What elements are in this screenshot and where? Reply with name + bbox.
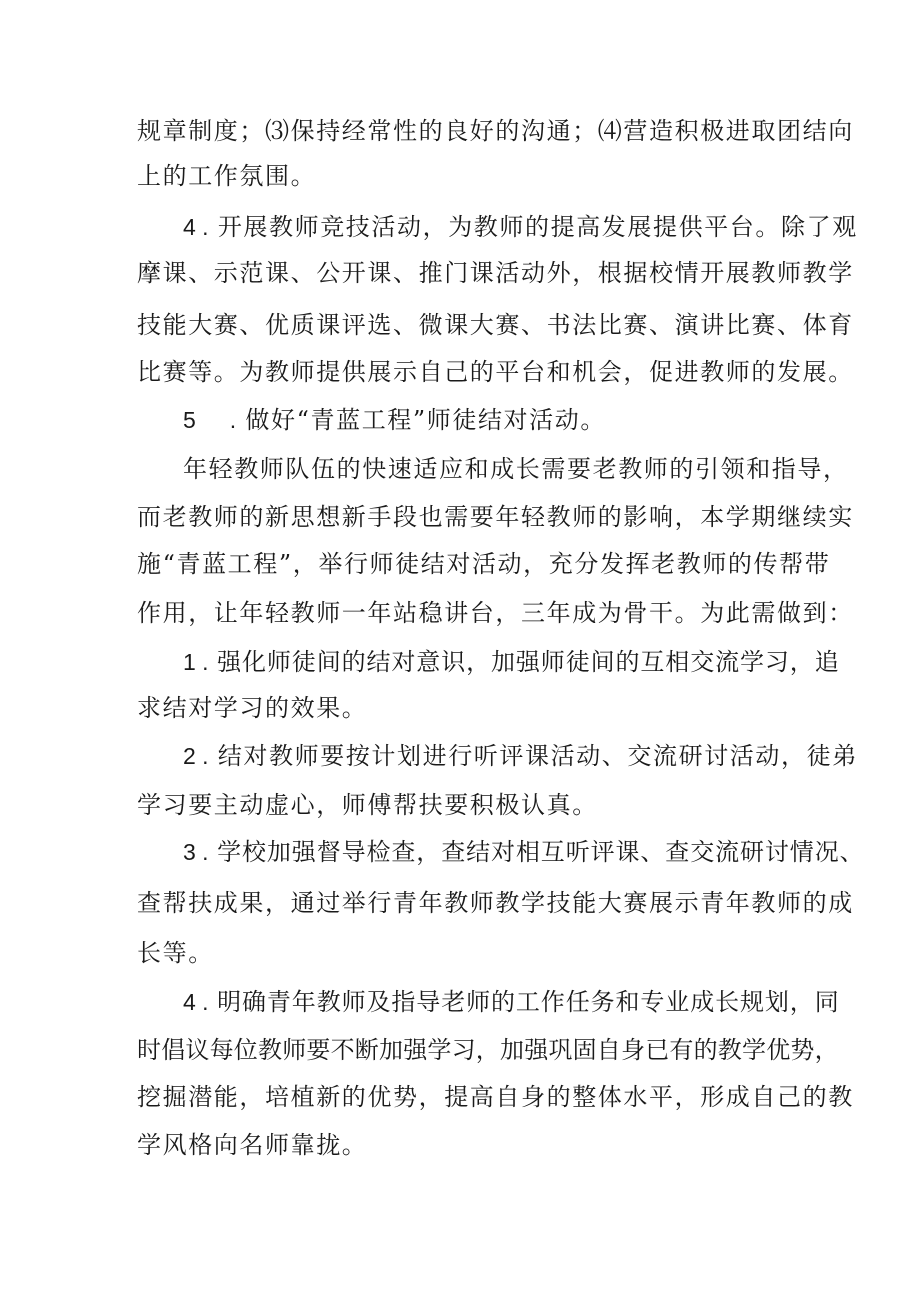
text-line: 强化师徒间的结对意识，加强师徒间的互相交流学习，追	[217, 648, 840, 676]
text-line: 摩课、示范课、公开课、推门课活动外，根据校情开展教师教学	[137, 259, 854, 287]
text-line: 上的工作氛围。	[137, 162, 317, 190]
list-item-4	[183, 212, 858, 242]
list-number: 5	[183, 407, 196, 433]
text-line: 作用，让年轻教师一年站稳讲台，三年成为骨干。为此需做到：	[137, 599, 854, 627]
text-line: 求结对学习的效果。	[137, 694, 368, 722]
list-number: 4 .	[183, 989, 209, 1015]
text-line: 挖掘潜能，培植新的优势，提高自身的整体水平，形成自己的教	[137, 1083, 854, 1111]
text-line: 年轻教师队伍的快速适应和成长需要老教师的引领和指导，	[183, 455, 849, 483]
text-line: 学习要主动虚心，师傅帮扶要积极认真。	[137, 791, 598, 819]
list-number: 4 .	[183, 214, 209, 240]
list-number: 2 .	[183, 743, 209, 769]
text-line: 而老教师的新思想新手段也需要年轻教师的影响，本学期继续实	[137, 503, 854, 531]
text-line: 时倡议每位教师要不断加强学习，加强巩固自身已有的教学优势，	[137, 1036, 839, 1064]
text-line: 结对教师要按计划进行听评课活动、交流研讨活动，徒弟	[217, 742, 858, 770]
text-line: 开展教师竞技活动，为教师的提高发展提供平台。除了观	[217, 213, 858, 241]
text-line: 明确青年教师及指导老师的工作任务和专业成长规划，同	[217, 988, 840, 1016]
list-item-3	[183, 837, 865, 867]
text-line: 长等。	[137, 939, 214, 967]
list-number: 3 .	[183, 839, 209, 865]
text-line: 施“青蓝工程”，举行师徒结对活动，充分发挥老教师的传帮带	[137, 550, 831, 578]
text-line: 学校加强督导检查，查结对相互听评课、查交流研讨情况、	[217, 838, 865, 866]
list-item-4b	[183, 987, 840, 1017]
text-line: 查帮扶成果，通过举行青年教师教学技能大赛展示青年教师的成	[137, 889, 854, 917]
list-item-2	[183, 741, 858, 771]
list-item-5	[183, 405, 606, 435]
list-item-1	[183, 647, 840, 677]
text-line: 技能大赛、优质课评选、微课大赛、书法比赛、演讲比赛、体育	[137, 311, 854, 339]
text-line: 规章制度；⑶保持经常性的良好的沟通；⑷营造积极进取团结向	[137, 117, 854, 145]
text-line: 学风格向名师靠拢。	[137, 1131, 368, 1159]
list-number: 1 .	[183, 649, 209, 675]
text-line: 做好“青蓝工程”师徒结对活动。	[245, 406, 606, 434]
text-line: 比赛等。为教师提供展示自己的平台和机会，促进教师的发展。	[137, 358, 854, 386]
list-dot: .	[229, 407, 237, 433]
